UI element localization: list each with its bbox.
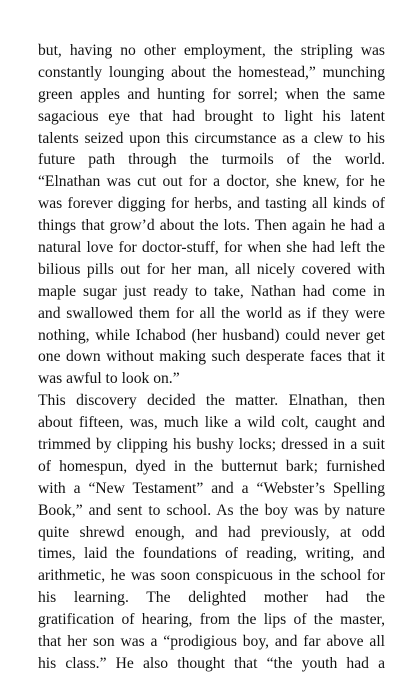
text-line: constantly lounging about the homestead,” munching xyxy=(38,63,385,81)
text-line: things that grow’d about the lots. Then again he had a xyxy=(38,217,385,235)
text-line: natural love for doctor-stuff, for when she had left the xyxy=(38,239,385,257)
text-line: nothing, while Ichabod (her husband) could never get xyxy=(38,326,385,344)
text-line: This discovery decided the matter. Elnathan, then xyxy=(38,392,385,410)
text-line: arithmetic, he was soon conspicuous in the school for xyxy=(38,567,385,585)
text-line: about fifteen, was, much like a wild colt, caught and xyxy=(38,414,385,432)
text-line: maple sugar just ready to take, Nathan had come in xyxy=(38,282,385,300)
text-line: of homespun, dyed in the butternut bark; furnished xyxy=(38,457,385,475)
text-line: green apples and hunting for sorrel; when the same xyxy=(38,85,385,103)
text-line: and swallowed them for all the world as if they were xyxy=(38,304,385,322)
text-line: talents seized upon this circumstance as a clew to his xyxy=(38,129,385,147)
text-line: future path through the turmoils of the world. xyxy=(38,151,385,169)
text-line: was awful to look on.” xyxy=(38,370,180,388)
text-line: was forever digging for herbs, and tasting all kinds of xyxy=(38,195,385,213)
text-line: bilious pills out for her man, all nicely covered with xyxy=(38,260,385,278)
text-line: one down without making such desperate faces that it xyxy=(38,348,385,366)
text-line: gratification of hearing, from the lips of the master, xyxy=(38,611,385,629)
text-line: his class.” He also thought that “the youth had a xyxy=(38,654,385,672)
page-text-block xyxy=(38,40,385,675)
text-line: with a “New Testament” and a “Webster’s Spelling xyxy=(38,479,385,497)
text-line: sagacious eye that had brought to light his latent xyxy=(38,107,385,125)
text-line: quite shrewd enough, and had previously, at odd xyxy=(38,523,385,541)
text-line: trimmed by clipping his bushy locks; dressed in a suit xyxy=(38,436,385,454)
text-line: times, laid the foundations of reading, writing, and xyxy=(38,545,385,563)
text-line: his learning. The delighted mother had the xyxy=(38,589,385,607)
text-line: “Elnathan was cut out for a doctor, she knew, for he xyxy=(38,173,385,191)
text-line: Book,” and sent to school. As the boy was by nature xyxy=(38,501,385,519)
text-line: that her son was a “prodigious boy, and far above all xyxy=(38,633,385,651)
text-line: but, having no other employment, the stripling was xyxy=(38,42,385,59)
